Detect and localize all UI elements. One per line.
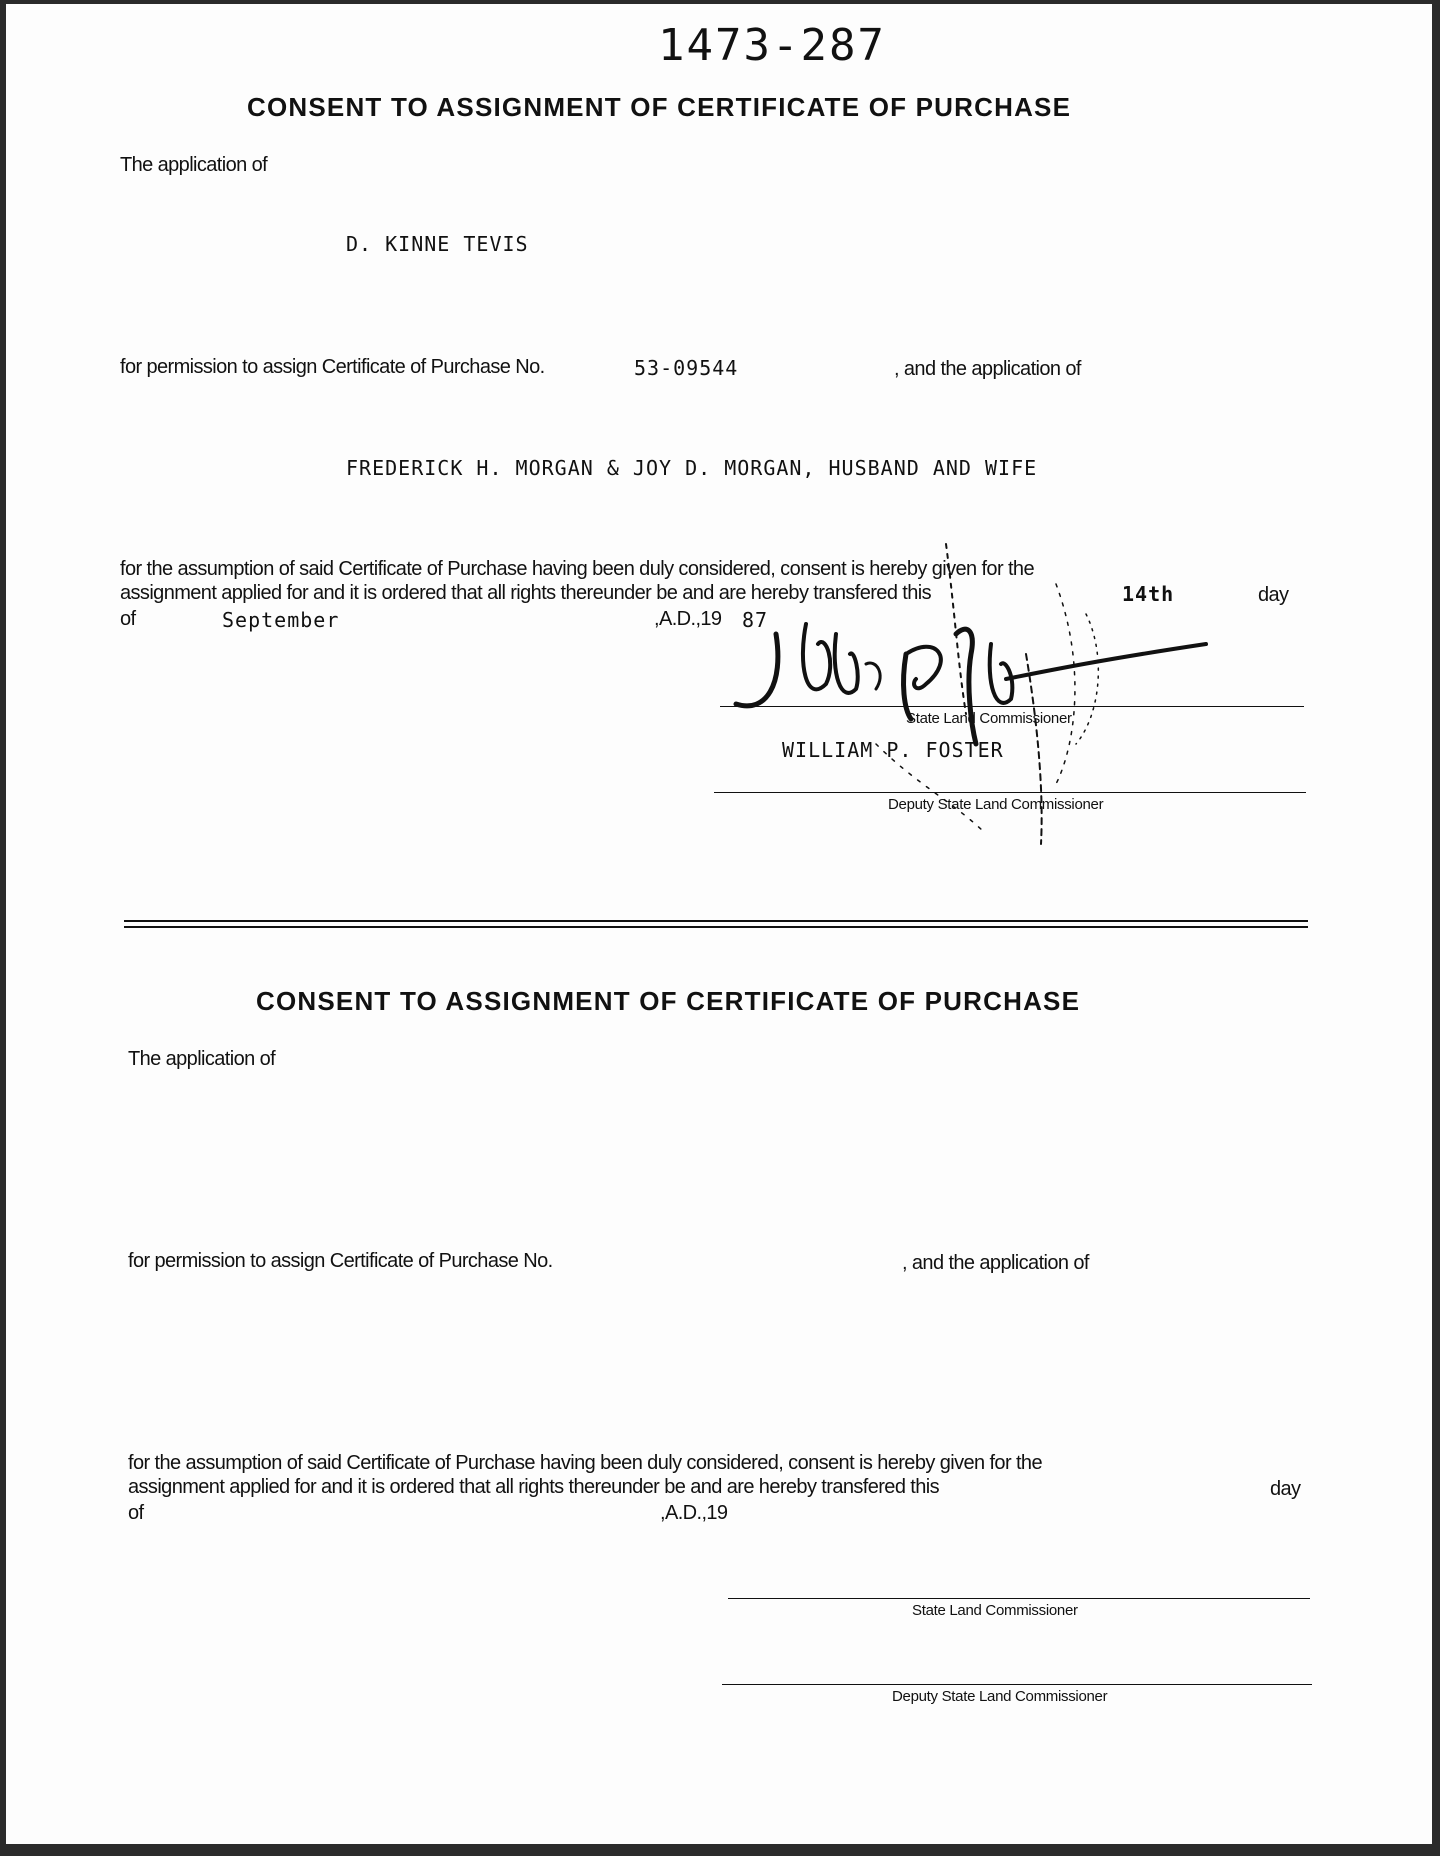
lower-application-of-label: The application of — [128, 1048, 276, 1070]
upper-assumption-line1: for the assumption of said Certificate of Purchase having been duly considered, consent is hereby given for the — [120, 558, 1034, 580]
upper-commissioner-label: State Land Commissioner — [906, 710, 1072, 727]
lower-and-application-label: , and the application of — [902, 1252, 1089, 1274]
upper-certificate-number: 53-09544 — [634, 356, 739, 380]
lower-commissioner-label: State Land Commissioner — [912, 1602, 1078, 1619]
upper-form-title: CONSENT TO ASSIGNMENT OF CERTIFICATE OF PURCHASE — [247, 92, 1072, 122]
form-divider-bottom — [124, 926, 1308, 928]
upper-deputy-signature-line — [714, 792, 1306, 793]
upper-year-value: 87 — [742, 608, 769, 632]
lower-commissioner-signature-line — [728, 1598, 1310, 1599]
document-number: 1473-287 — [658, 20, 886, 71]
lower-ad-label: ,A.D.,19 — [660, 1502, 728, 1524]
upper-permission-label: for permission to assign Certificate of Purchase No. — [120, 356, 545, 378]
lower-permission-label: for permission to assign Certificate of Purchase No. — [128, 1250, 553, 1272]
lower-form-title: CONSENT TO ASSIGNMENT OF CERTIFICATE OF PURCHASE — [256, 986, 1081, 1016]
upper-day-value: 14th — [1122, 582, 1175, 606]
document-page — [6, 4, 1432, 1844]
upper-day-label: day — [1258, 584, 1289, 606]
lower-deputy-label: Deputy State Land Commissioner — [892, 1688, 1108, 1705]
upper-commissioner-signature-line — [720, 706, 1304, 707]
upper-deputy-label: Deputy State Land Commissioner — [888, 796, 1104, 813]
upper-and-application-label: , and the application of — [894, 358, 1081, 380]
lower-deputy-signature-line — [722, 1684, 1312, 1685]
upper-assumption-line2: assignment applied for and it is ordered that all rights thereunder be and are hereby transfered this — [120, 582, 932, 604]
upper-application-of-label: The application of — [120, 154, 268, 176]
lower-assumption-line2: assignment applied for and it is ordered that all rights thereunder be and are hereby transfered this — [128, 1476, 940, 1498]
upper-ad-label: ,A.D.,19 — [654, 608, 722, 630]
upper-assignor-name: D. KINNE TEVIS — [346, 232, 529, 256]
form-divider-top — [124, 920, 1308, 922]
lower-day-label: day — [1270, 1478, 1301, 1500]
upper-deputy-name: WILLIAM P. FOSTER — [782, 738, 1004, 762]
upper-of-label: of — [120, 608, 136, 630]
lower-of-label: of — [128, 1502, 144, 1524]
lower-assumption-line1: for the assumption of said Certificate of Purchase having been duly considered, consent is hereby given for the — [128, 1452, 1042, 1474]
upper-month-value: September — [222, 608, 340, 632]
upper-assignee-names: FREDERICK H. MORGAN & JOY D. MORGAN, HUSBAND AND WIFE — [346, 456, 1038, 480]
